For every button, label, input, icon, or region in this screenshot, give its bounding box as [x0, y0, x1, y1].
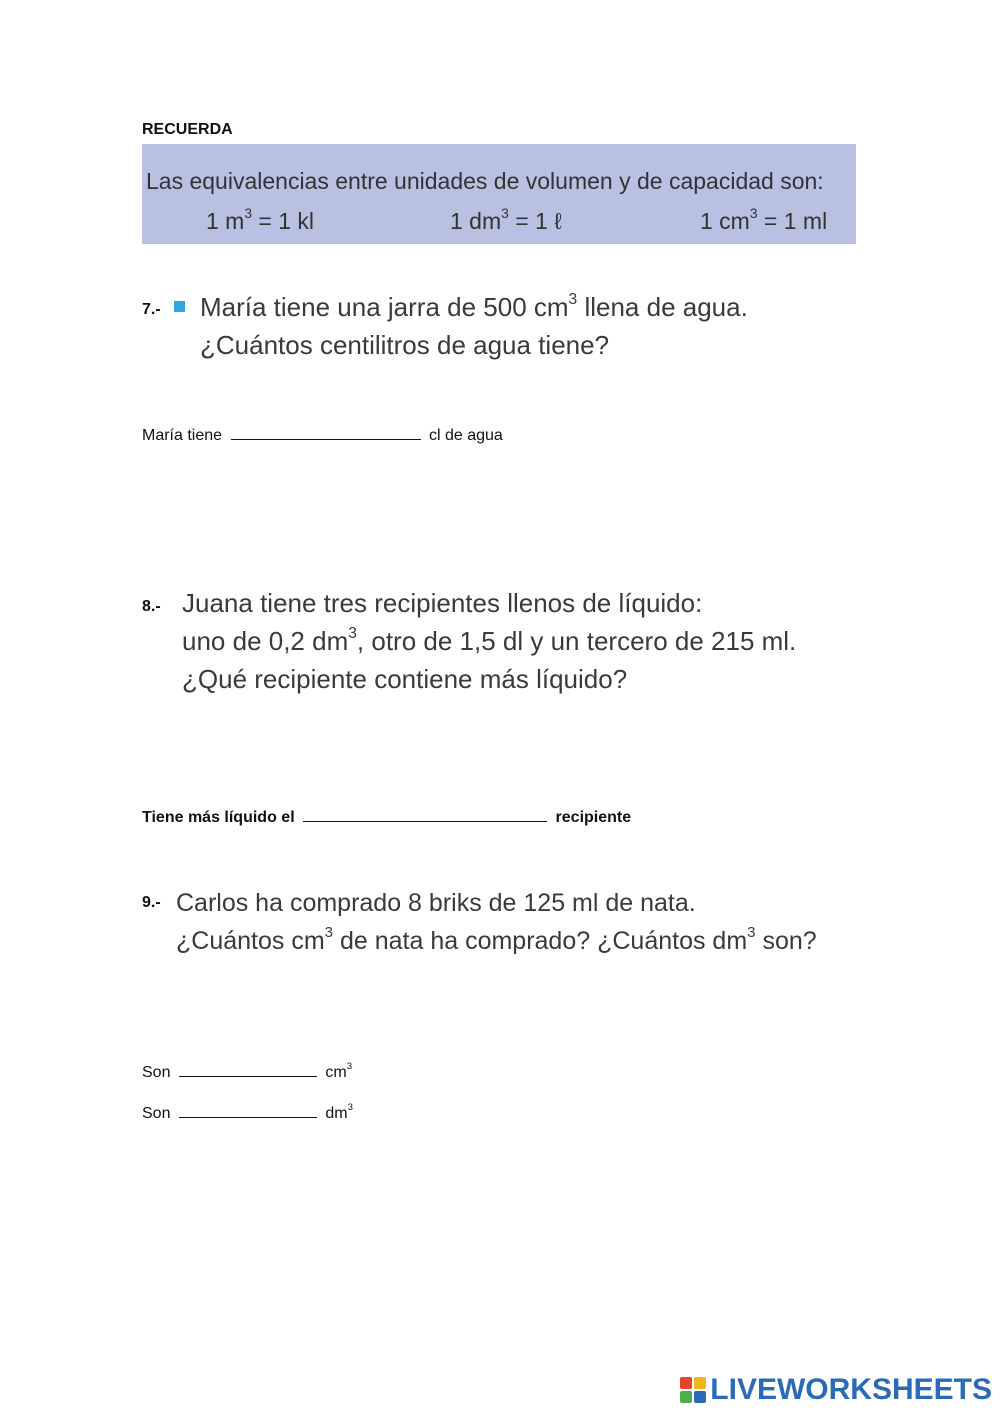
question-7-square-icon	[174, 301, 185, 312]
logo-square	[694, 1391, 706, 1403]
question-8-answer-prefix: Tiene más líquido el	[142, 809, 295, 826]
question-8-line-3: ¿Qué recipiente contiene más líquido?	[182, 664, 628, 694]
question-9-answer-2-prefix: Son	[142, 1105, 171, 1122]
equivalence-dm3	[450, 208, 562, 235]
question-8-line-2	[182, 622, 796, 660]
question-8-answer-blank[interactable]	[303, 820, 547, 822]
equivalence-rhs: = 1 kl	[258, 208, 315, 234]
question-8-line-2-part-a: uno de 0,2 dm	[182, 626, 349, 656]
question-9-answer-dm3	[142, 1102, 353, 1123]
question-8-text	[182, 584, 796, 698]
question-9-answer-2-blank[interactable]	[179, 1116, 317, 1118]
logo-square	[694, 1377, 706, 1389]
equivalence-cm3	[700, 208, 827, 235]
question-8-line-1: Juana tiene tres recipientes llenos de líquido:	[182, 588, 703, 618]
equivalence-exponent: 3	[501, 206, 509, 222]
question-9-answer-1-blank[interactable]	[179, 1075, 317, 1077]
question-9-line-1: Carlos ha comprado 8 briks de 125 ml de nata.	[176, 889, 696, 917]
question-9-line-2-part-a: ¿Cuántos cm	[176, 927, 325, 955]
equivalence-lhs: 1 m	[206, 208, 245, 234]
question-9-line-2	[176, 922, 817, 960]
question-8-answer	[142, 809, 631, 827]
question-9-line-2-part-b: de nata ha comprado? ¿Cuántos dm	[333, 927, 748, 955]
recuerda-title: RECUERDA	[142, 121, 233, 138]
question-8-number: 8.-	[142, 598, 161, 615]
question-7-exponent: 3	[568, 291, 578, 309]
equivalence-lhs: 1 cm	[700, 208, 750, 234]
equivalence-lhs: 1 dm	[450, 208, 502, 234]
question-9-text	[176, 884, 817, 960]
question-7-answer-prefix: María tiene	[142, 427, 223, 444]
question-7-line-1	[200, 288, 748, 326]
question-8-answer-suffix: recipiente	[555, 809, 632, 826]
equivalence-rhs: = 1 ml	[763, 208, 828, 234]
equivalence-rhs: = 1 ℓ	[515, 208, 562, 234]
question-8-exponent: 3	[348, 625, 357, 643]
question-9-answer-cm3	[142, 1061, 353, 1082]
question-9-number: 9.-	[142, 894, 161, 911]
equivalences-box	[142, 144, 856, 244]
question-7-number: 7.-	[142, 301, 161, 318]
question-8-line-2-part-b: , otro de 1,5 dl y un tercero de 215 ml.	[356, 626, 797, 656]
question-7-answer-blank[interactable]	[231, 438, 421, 440]
liveworksheets-logo-icon	[680, 1377, 706, 1403]
logo-square	[680, 1391, 692, 1403]
liveworksheets-logo[interactable]	[680, 1373, 992, 1407]
question-7-answer	[142, 427, 503, 445]
question-7-line-1-part-b: llena de agua.	[577, 292, 748, 322]
question-9-answer-1-prefix: Son	[142, 1064, 171, 1081]
equivalences-intro: Las equivalencias entre unidades de volumen y de capacidad son:	[146, 168, 824, 194]
question-9-exponent-1: 3	[324, 924, 334, 942]
question-9-line-2-part-c: son?	[755, 927, 817, 955]
question-9-answer-2-exponent: 3	[347, 1102, 353, 1114]
equivalence-m3	[206, 208, 314, 235]
question-9-answer-1-unit: cm	[325, 1064, 347, 1081]
question-7-line-2: ¿Cuántos centilitros de agua tiene?	[200, 330, 610, 360]
liveworksheets-logo-text: LIVEWORKSHEETS	[710, 1373, 992, 1406]
question-9-answer-2-unit: dm	[325, 1105, 348, 1122]
equivalence-exponent: 3	[749, 206, 758, 222]
question-7-line-1-part-a: María tiene una jarra de 500 cm	[200, 292, 569, 322]
question-7-answer-suffix: cl de agua	[428, 427, 503, 444]
question-7-text	[200, 288, 748, 364]
logo-square	[680, 1377, 692, 1389]
question-9-exponent-2: 3	[747, 924, 756, 942]
equivalence-exponent: 3	[244, 206, 253, 222]
question-9-answer-1-exponent: 3	[346, 1061, 353, 1073]
